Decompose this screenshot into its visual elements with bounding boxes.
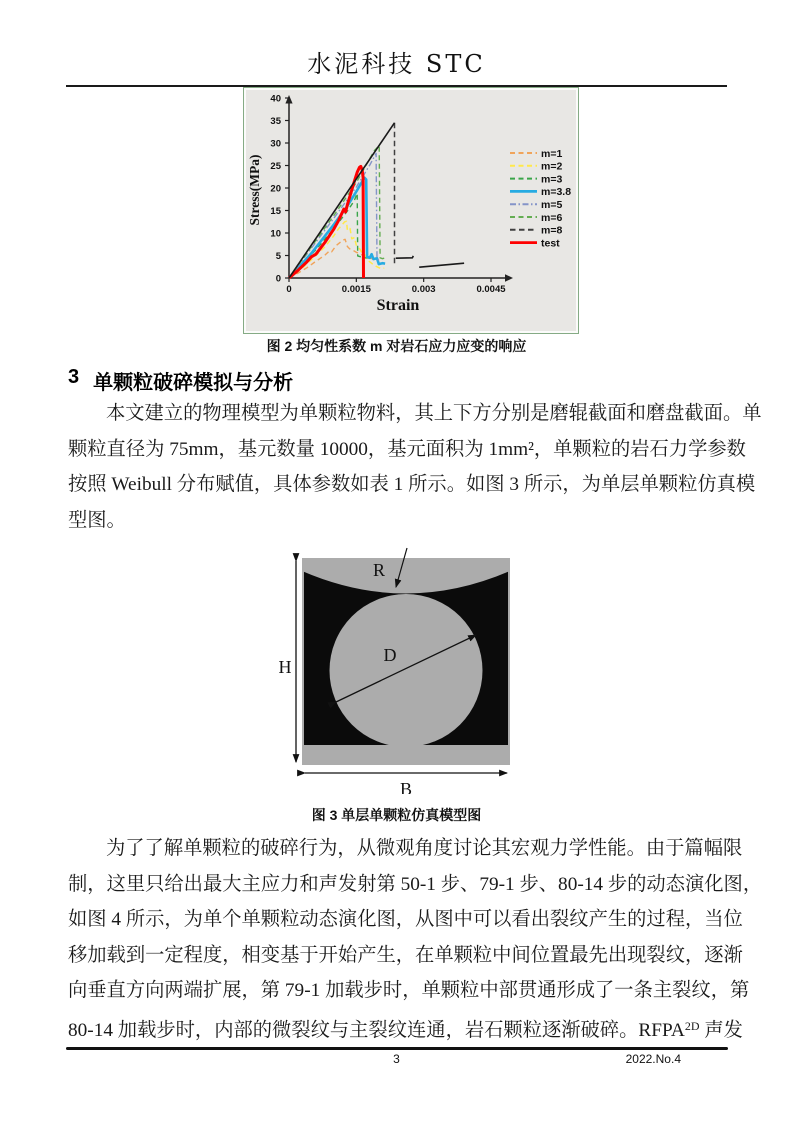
series-m8-envelope [419, 263, 464, 267]
y-axis-title: Stress(MPa) [247, 154, 262, 226]
x-tick-label: 0 [286, 284, 292, 295]
paragraph-1 [68, 396, 762, 538]
paragraph-line: 向垂直方向两端扩展，第 79-1 加载步时，单颗粒中部贯通形成了一条主裂纹，第 [68, 980, 750, 1002]
paragraph-line: 型图。 [68, 509, 126, 531]
label-B: B [399, 779, 413, 794]
particle-circle [330, 594, 483, 747]
superscript-2d: 2D [684, 1018, 700, 1033]
label-D: D [383, 645, 397, 665]
legend-label-m=3.8: m=3.8 [541, 186, 572, 199]
figure3-caption: 图 3 单层单颗粒仿真模型图 [311, 807, 482, 823]
section-number: 3 [68, 366, 80, 388]
footer-rule [66, 1047, 728, 1050]
page-number: 3 [393, 1052, 400, 1066]
paragraph-line: 本文建立的物理模型为单颗粒物料，其上下方分别是磨辊截面和磨盘截面。单 [106, 403, 762, 424]
issue-number: 2022.No.4 [625, 1052, 681, 1066]
y-tick-label: 30 [270, 138, 281, 150]
y-tick-label: 10 [270, 228, 281, 240]
paragraph-line: 颗粒直径为 75mm，基元数量 10000，基元面积为 1mm²，单颗粒的岩石力学参数 [68, 438, 746, 460]
y-tick-label: 20 [270, 183, 281, 195]
y-tick-label: 35 [270, 115, 281, 127]
paragraph-line: 如图 4 所示，为单个单颗粒动态演化图，从图中可以看出裂纹产生的过程，当位 [68, 909, 743, 931]
line-text: 80-14 加载步时，内部的微裂纹与主裂纹连通，岩石颗粒逐渐破碎。RFPA [68, 1019, 685, 1041]
paragraph-line: 按照 Weibull 分布赋值，具体参数如表 1 所示。如图 3 所示，为单层单颗粒仿真模 [68, 474, 756, 496]
x-tick-label: 0.0015 [341, 284, 371, 295]
figure2-caption: 图 2 均匀性系数 m 对岩石应力应变的响应 [266, 338, 527, 354]
legend-label-m=6: m=6 [541, 211, 563, 224]
legend-label-m=5: m=5 [541, 199, 563, 211]
y-axis-arrow [285, 95, 292, 104]
figure3-particle-model-diagram [266, 542, 534, 794]
line-text: 声发 [699, 1019, 743, 1041]
x-tick-label: 0.0045 [476, 284, 506, 295]
section-heading [68, 366, 293, 395]
section-title: 单颗粒破碎模拟与分析 [93, 372, 294, 394]
legend-label-test: test [541, 237, 560, 250]
y-tick-label: 15 [270, 205, 281, 217]
label-R: R [372, 560, 386, 580]
series-m=2 [289, 221, 384, 278]
journal-title: 水泥科技 STC [307, 50, 486, 78]
x-axis-arrow [505, 274, 513, 282]
series-m8-envelope [396, 256, 414, 258]
figure2-stress-strain-chart [243, 87, 579, 334]
figure2-chart-svg [244, 88, 578, 333]
y-tick-label: 40 [270, 93, 281, 105]
paragraph-2 [68, 831, 763, 1045]
series-m8-envelope [289, 123, 395, 278]
legend-label-m=1: m=1 [541, 147, 563, 160]
paragraph-line [68, 1009, 743, 1045]
paragraph-line: 制，这里只给出最大主应力和声发射第 50-1 步、79-1 步、80-14 步的动态演化图， [68, 873, 763, 895]
paragraph-line: 移加载到一定程度，相变基于开始产生，在单颗粒中间位置最先出现裂纹，逐渐 [68, 944, 743, 966]
legend-label-m=2: m=2 [541, 160, 563, 173]
y-tick-label: 0 [275, 273, 281, 285]
table-cross-section [302, 745, 510, 765]
y-tick-label: 25 [270, 160, 281, 172]
legend-label-m=3: m=3 [541, 173, 563, 186]
x-axis-title: Strain [376, 297, 420, 314]
paragraph-line: 为了了解单颗粒的破碎行为，从微观角度讨论其宏观力学性能。由于篇幅限 [106, 838, 743, 859]
legend-label-m=8: m=8 [541, 224, 563, 237]
x-tick-label: 0.003 [411, 284, 436, 295]
y-tick-label: 5 [275, 250, 281, 262]
label-H: H [278, 657, 292, 677]
